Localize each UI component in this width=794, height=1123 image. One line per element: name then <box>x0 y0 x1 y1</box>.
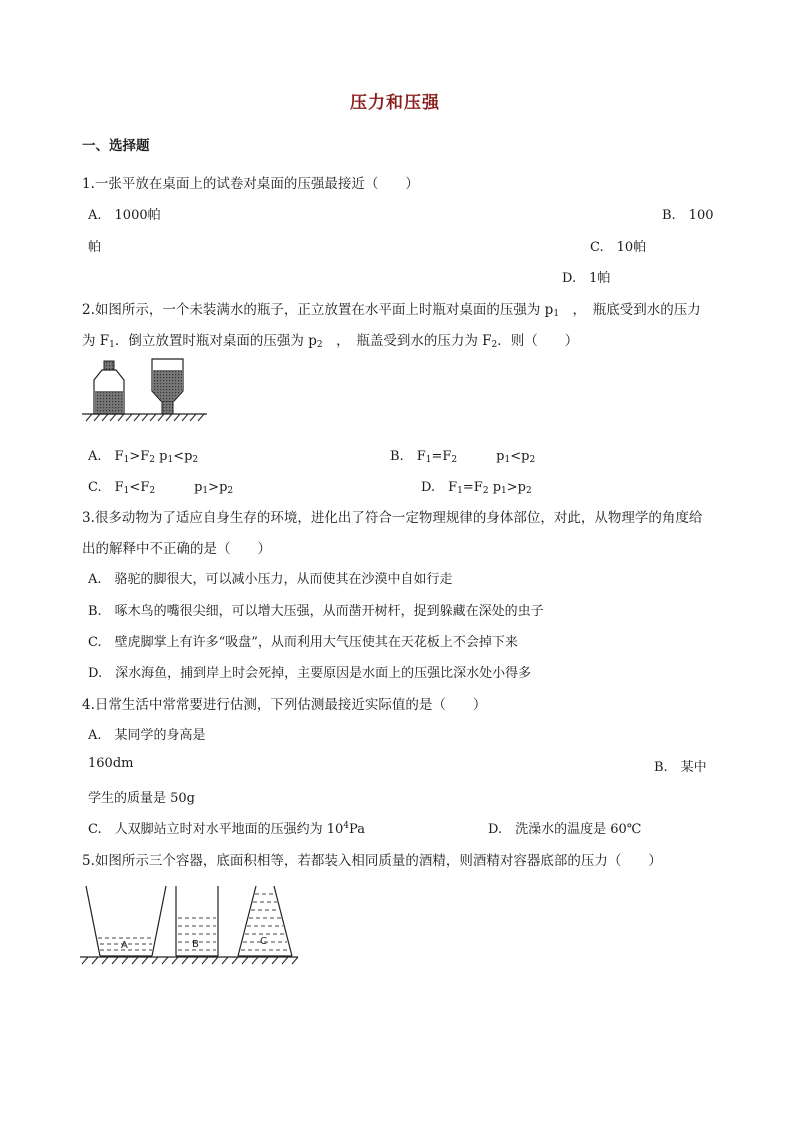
q3-option-a[interactable]: A. 骆驼的脚很大，可以减小压力，从而使其在沙漠中自如行走 <box>88 572 453 587</box>
bottles-figure <box>82 356 207 422</box>
q2-option-b[interactable]: B. $F_1=F_2$ $p_1<p_2$ <box>390 449 536 465</box>
section-heading: 一、选择题 <box>82 138 150 154</box>
question-1-stem: 1.一张平放在桌面上的试卷对桌面的压强最接近（ ） <box>82 176 419 192</box>
q4-option-b-cont: 学生的质量是 50g <box>88 791 195 806</box>
container-a-label: A <box>121 940 128 951</box>
q2-option-c[interactable]: C. $F_1<F_2$ $p_1>p_2$ <box>88 480 234 496</box>
q1-option-d[interactable]: D. 1帕 <box>562 271 611 286</box>
q3-option-b[interactable]: B. 啄木鸟的嘴很尖细，可以增大压强，从而凿开树杆，捉到躲藏在深处的虫子 <box>88 604 544 619</box>
q1-option-a[interactable]: A. 1000帕 <box>88 208 161 223</box>
question-2-stem-line1: 2.如图所示，一个未装满水的瓶子，正立放置在水平面上时瓶对桌面的压强为 $p_1$ ， 瓶底受到水的压力 <box>82 302 701 319</box>
q3-option-c[interactable]: C. 壁虎脚掌上有许多“吸盘”，从而利用大气压使其在天花板上不会掉下来 <box>88 635 518 650</box>
question-3-stem-line2: 出的解释中不正确的是（ ） <box>82 541 271 557</box>
question-2-stem-line2: 为 $F_1$．倒立放置时瓶对桌面的压强为 $p_2$ ， 瓶盖受到水的压力为 $F_2$．则（ ） <box>82 333 579 350</box>
q2-option-d[interactable]: D. $F_1=F_2$ $p_1>p_2$ <box>421 480 532 496</box>
page-title: 压力和压强 <box>350 93 440 113</box>
container-c-label: C <box>260 936 267 947</box>
q4-option-c[interactable]: C. 人双脚站立时对水平地面的压强约为 $10^4Pa$ <box>88 821 365 837</box>
question-3-stem-line1: 3.很多动物为了适应自身生存的环境，进化出了符合一定物理规律的身体部位，对此，从物理学的角度给 <box>82 510 703 526</box>
q4-option-b[interactable]: B. 某中 <box>654 760 707 775</box>
q4-option-a-cont: 160dm <box>88 756 134 771</box>
q4-option-a[interactable]: A. 某同学的身高是 <box>88 728 206 743</box>
container-b-label: B <box>192 939 199 950</box>
containers-figure <box>78 880 300 968</box>
q3-option-d[interactable]: D. 深水海鱼，捕到岸上时会死掉，主要原因是水面上的压强比深水处小得多 <box>88 666 532 681</box>
q1-option-c[interactable]: C. 10帕 <box>590 240 647 255</box>
q1-option-b[interactable]: B. 100 <box>662 208 714 223</box>
question-5-stem: 5.如图所示三个容器，底面积相等，若都装入相同质量的酒精，则酒精对容器底部的压力（ ） <box>82 853 662 869</box>
question-4-stem: 4.日常生活中常常要进行估测，下列估测最接近实际值的是（ ） <box>82 697 487 713</box>
q1-option-b-cont: 帕 <box>88 240 102 255</box>
q4-option-d[interactable]: D. 洗澡水的温度是 60℃ <box>488 822 642 837</box>
q2-option-a[interactable]: A. $F_1>F_2$ $p_1<p_2$ <box>88 449 199 465</box>
